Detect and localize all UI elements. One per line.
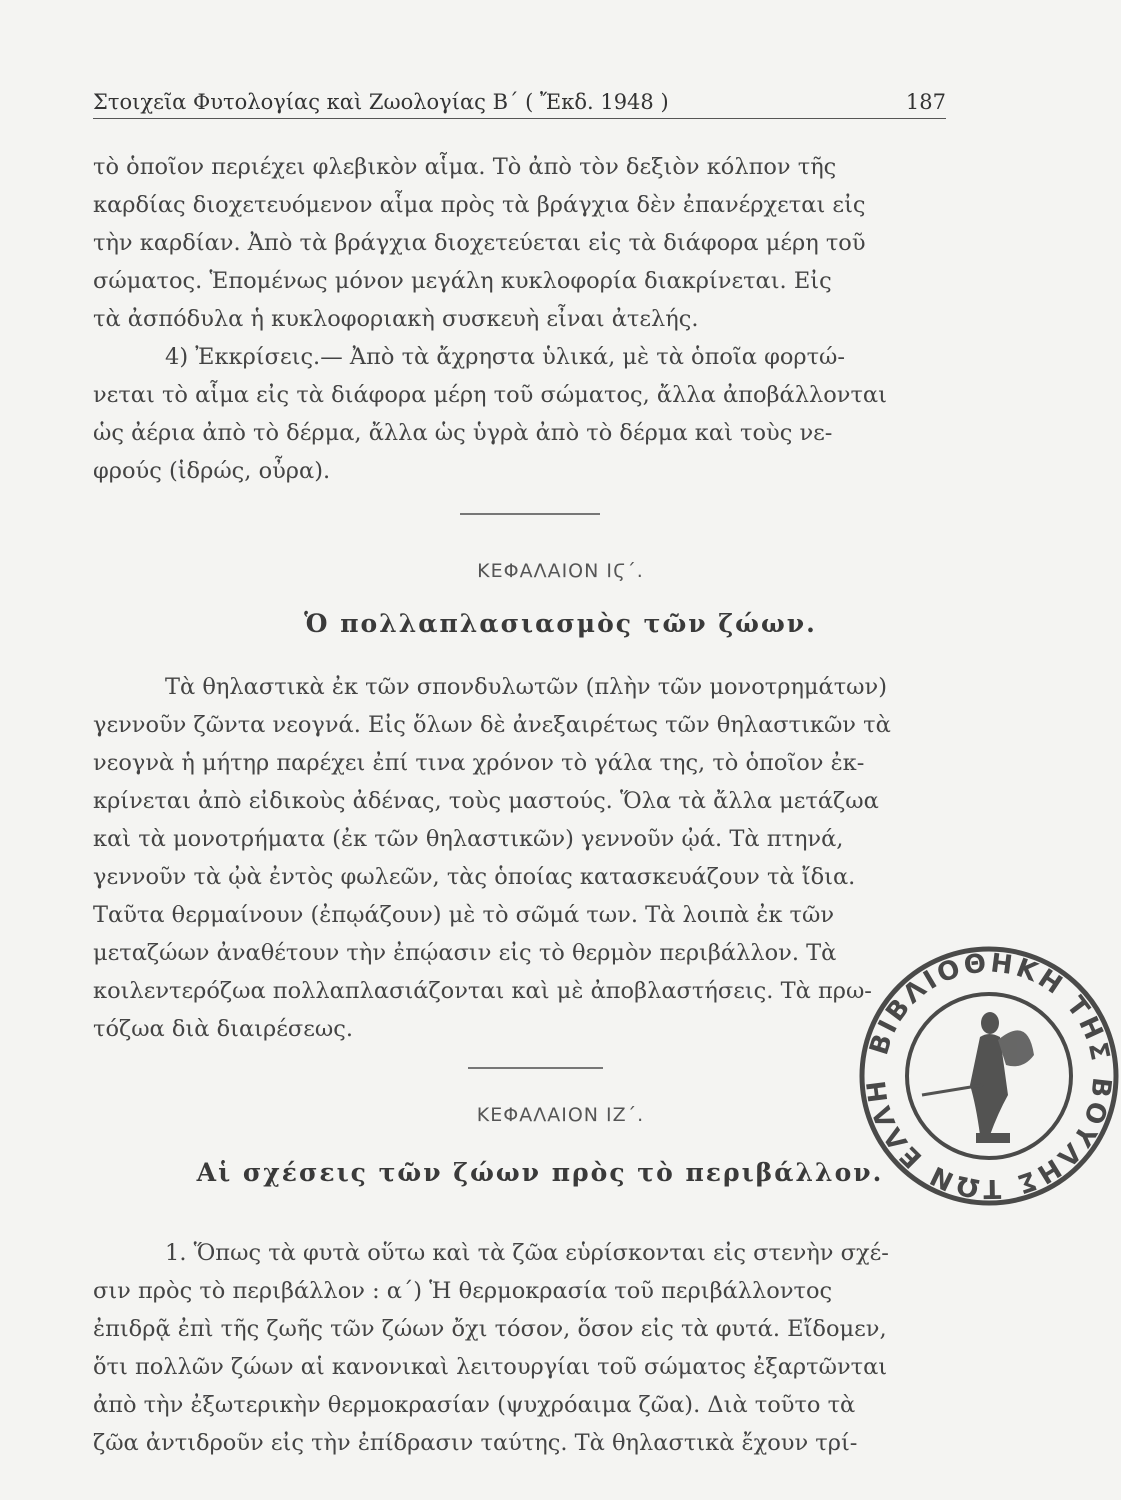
- section-continuation: [93, 148, 963, 490]
- text-line: ἀπὸ τὴν ἐξωτερικὴν θερμοκρασίαν (ψυχρόαιμα ζῶα). Διὰ τοῦτο τὰ: [93, 1392, 856, 1418]
- text-line: 1. Ὅπως τὰ φυτὰ οὕτω καὶ τὰ ζῶα εὑρίσκονται εἰς στενὴν σχέ-: [165, 1240, 889, 1266]
- text-line: νεογνὰ ἡ μήτηρ παρέχει ἐπί τινα χρόνον τὸ γάλα της, τὸ ὁποῖον ἐκ-: [93, 750, 865, 776]
- section-divider: [460, 513, 600, 515]
- text-line: ζῶα ἀντιδροῦν εἰς τὴν ἐπίδρασιν ταύτης. Τὰ θηλαστικὰ ἔχουν τρί-: [93, 1430, 858, 1456]
- text-line: τὸ ὁποῖον περιέχει φλεβικὸν αἷμα. Τὸ ἀπὸ τὸν δεξιὸν κόλπον τῆς: [93, 154, 837, 180]
- header-title: Στοιχεῖα Φυτολογίας καὶ Ζωολογίας Β΄ ( Ἔκδ. 1948 ): [93, 90, 669, 114]
- text-line: γεννοῦν τὰ ᾠὰ ἐντὸς φωλεῶν, τὰς ὁποίας κατασκευάζουν τὰ ἴδια.: [93, 864, 856, 890]
- section-divider: [468, 1067, 603, 1069]
- text-line: τόζωα διὰ διαιρέσεως.: [93, 1016, 353, 1042]
- text-line: φρούς (ἱδρώς, οὖρα).: [93, 458, 331, 484]
- text-line: κρίνεται ἀπὸ εἰδικοὺς ἀδένας, τοὺς μαστούς. Ὅλα τὰ ἄλλα μετάζωα: [93, 788, 879, 814]
- chapter-17-body: [93, 1234, 963, 1462]
- text-line: νεται τὸ αἷμα εἰς τὰ διάφορα μέρη τοῦ σώματος, ἄλλα ἀποβάλλονται: [93, 382, 887, 408]
- text-line: ὅτι πολλῶν ζώων αἱ κανονικαὶ λειτουργίαι τοῦ σώματος ἐξαρτῶνται: [93, 1354, 888, 1380]
- text-line: ὡς ἀέρια ἀπὸ τὸ δέρμα, ἄλλα ὡς ὑγρὰ ἀπὸ τὸ δέρμα καὶ τοὺς νε-: [93, 420, 833, 446]
- stamp-text: ΒΙΒΛΙΟΘΗΚΗ ΤΗΣ ΒΟΥΛΗΣ ΤΩΝ ΕΛΛΗ: [861, 948, 1117, 1204]
- chapter-title: Ὁ πολλαπλασιασμὸς τῶν ζώων.: [304, 609, 817, 638]
- text-line: μεταζώων ἀναθέτουν τὴν ἐπῴασιν εἰς τὸ θερμὸν περιβάλλον. Τὰ: [93, 940, 837, 966]
- text-line: καὶ τὰ μονοτρήματα (ἐκ τῶν θηλαστικῶν) γεννοῦν ᾠά. Τὰ πτηνά,: [93, 826, 844, 852]
- chapter-title: Αἱ σχέσεις τῶν ζώων πρὸς τὸ περιβάλλον.: [196, 1158, 884, 1187]
- page-number: 187: [905, 90, 946, 114]
- text-line: 4) Ἐκκρίσεις.— Ἀπὸ τὰ ἄχρηστα ὑλικά, μὲ τὰ ὁποῖα φορτώ-: [165, 344, 846, 370]
- text-line: σώματος. Ἑπομένως μόνον μεγάλη κυκλοφορία διακρίνεται. Εἰς: [93, 268, 832, 294]
- text-line: ἐπιδρᾷ ἐπὶ τῆς ζωῆς τῶν ζώων ὄχι τόσον, ὅσον εἰς τὰ φυτά. Εἴδομεν,: [93, 1316, 887, 1342]
- text-line: Τὰ θηλαστικὰ ἐκ τῶν σπονδυλωτῶν (πλὴν τῶν μονοτρημάτων): [165, 674, 887, 700]
- chapter-label: ΚΕΦΑΛΑΙΟΝ ΙϚ΄.: [477, 560, 644, 582]
- running-header: [93, 84, 946, 119]
- text-line: σιν πρὸς τὸ περιβάλλον : α΄) Ἡ θερμοκρασία τοῦ περιβάλλοντος: [93, 1278, 833, 1304]
- text-line: κοιλεντερόζωα πολλαπλασιάζονται καὶ μὲ ἀποβλαστήσεις. Τὰ πρω-: [93, 978, 872, 1004]
- text-line: γεννοῦν ζῶντα νεογνά. Εἰς ὅλων δὲ ἀνεξαιρέτως τῶν θηλαστικῶν τὰ: [93, 712, 891, 738]
- chapter-16-body: [93, 668, 963, 1048]
- text-line: καρδίας διοχετευόμενον αἷμα πρὸς τὰ βράγχια δὲν ἐπανέρχεται εἰς: [93, 192, 866, 218]
- text-line: Ταῦτα θερμαίνουν (ἐπῳάζουν) μὲ τὸ σῶμά των. Τὰ λοιπὰ ἐκ τῶν: [93, 902, 835, 928]
- figure-emblem: [922, 1012, 1034, 1143]
- chapter-label: ΚΕΦΑΛΑΙΟΝ ΙΖ΄.: [476, 1104, 645, 1126]
- library-stamp: [858, 945, 1120, 1207]
- text-line: τὴν καρδίαν. Ἀπὸ τὰ βράγχια διοχετεύεται εἰς τὰ διάφορα μέρη τοῦ: [93, 230, 866, 256]
- text-line: τὰ ἀσπόδυλα ἡ κυκλοφοριακὴ συσκευὴ εἶναι ἀτελής.: [93, 306, 699, 332]
